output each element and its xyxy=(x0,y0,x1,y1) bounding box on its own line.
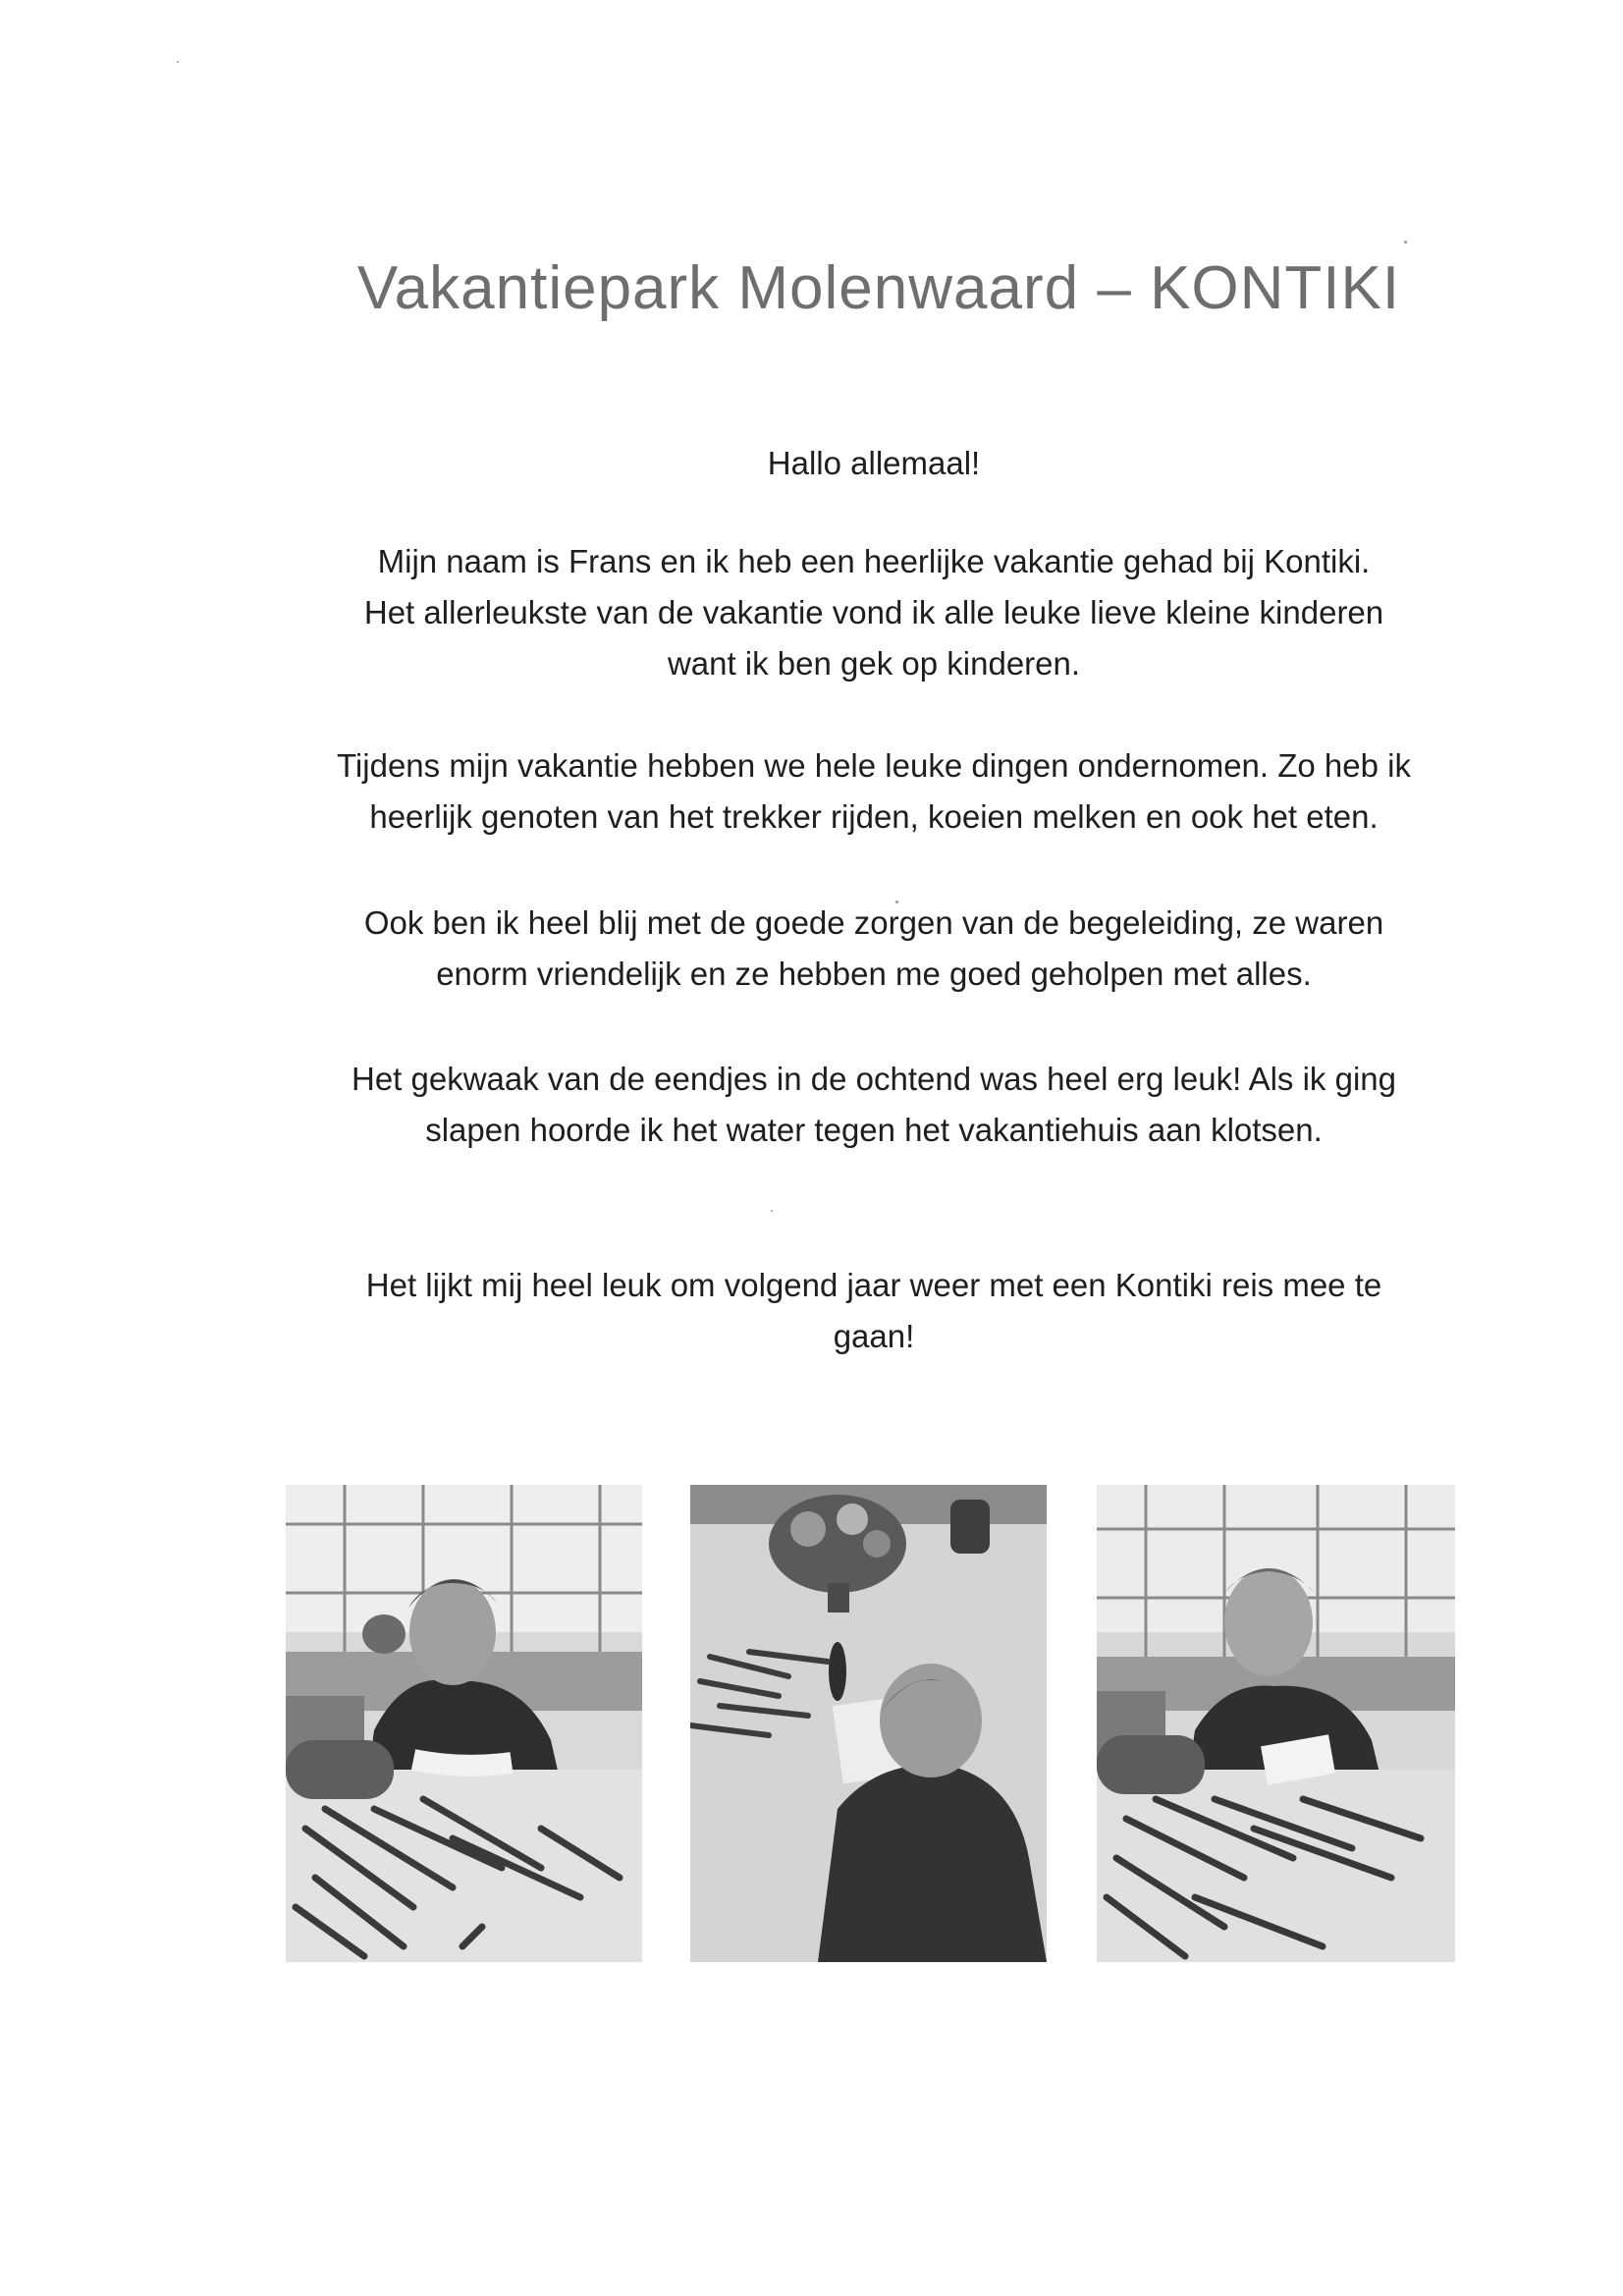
scan-speck xyxy=(771,1210,773,1212)
paragraph-activities xyxy=(236,740,1512,843)
photo-man-drawing-2 xyxy=(690,1485,1047,1962)
paragraph-next-year xyxy=(236,1260,1512,1362)
paragraph-line: Tijdens mijn vakantie hebben we hele leuke dingen ondernomen. Zo heb ik xyxy=(337,747,1411,784)
paragraph-line: Ook ben ik heel blij met de goede zorgen van de begeleiding, ze waren xyxy=(363,904,1384,941)
paragraph-line: heerlijk genoten van het trekker rijden, koeien melken en ook het eten. xyxy=(369,798,1379,835)
paragraph-line: want ik ben gek op kinderen. xyxy=(667,645,1081,682)
paragraph-line: Het lijkt mij heel leuk om volgend jaar weer met een Kontiki reis mee te xyxy=(365,1267,1382,1303)
paragraph-line: enorm vriendelijk en ze hebben me goed geholpen met alles. xyxy=(436,956,1312,992)
paragraph-line: gaan! xyxy=(833,1318,915,1354)
page-title: Vakantiepark Molenwaard – KONTIKI xyxy=(356,254,1401,322)
photo-man-drawing-1 xyxy=(286,1485,642,1962)
paragraph-ducks xyxy=(236,1054,1512,1156)
scan-speck xyxy=(1404,241,1407,244)
paragraph-line: Het gekwaak van de eendjes in de ochtend was heel erg leuk! Als ik ging xyxy=(351,1061,1396,1097)
photo-man-drawing-3 xyxy=(1097,1485,1455,1962)
paragraph-line: Mijn naam is Frans en ik heb een heerlijke vakantie gehad bij Kontiki. xyxy=(377,543,1371,579)
greeting: Hallo allemaal! xyxy=(767,445,981,481)
paragraph-line: Het allerleukste van de vakantie vond ik alle leuke lieve kleine kinderen xyxy=(363,594,1384,630)
scan-speck xyxy=(895,901,898,903)
paragraph-intro xyxy=(236,536,1512,689)
scan-speck xyxy=(177,61,179,63)
paragraph-care xyxy=(236,898,1512,1000)
paragraph-line: slapen hoorde ik het water tegen het vakantiehuis aan klotsen. xyxy=(425,1112,1323,1148)
